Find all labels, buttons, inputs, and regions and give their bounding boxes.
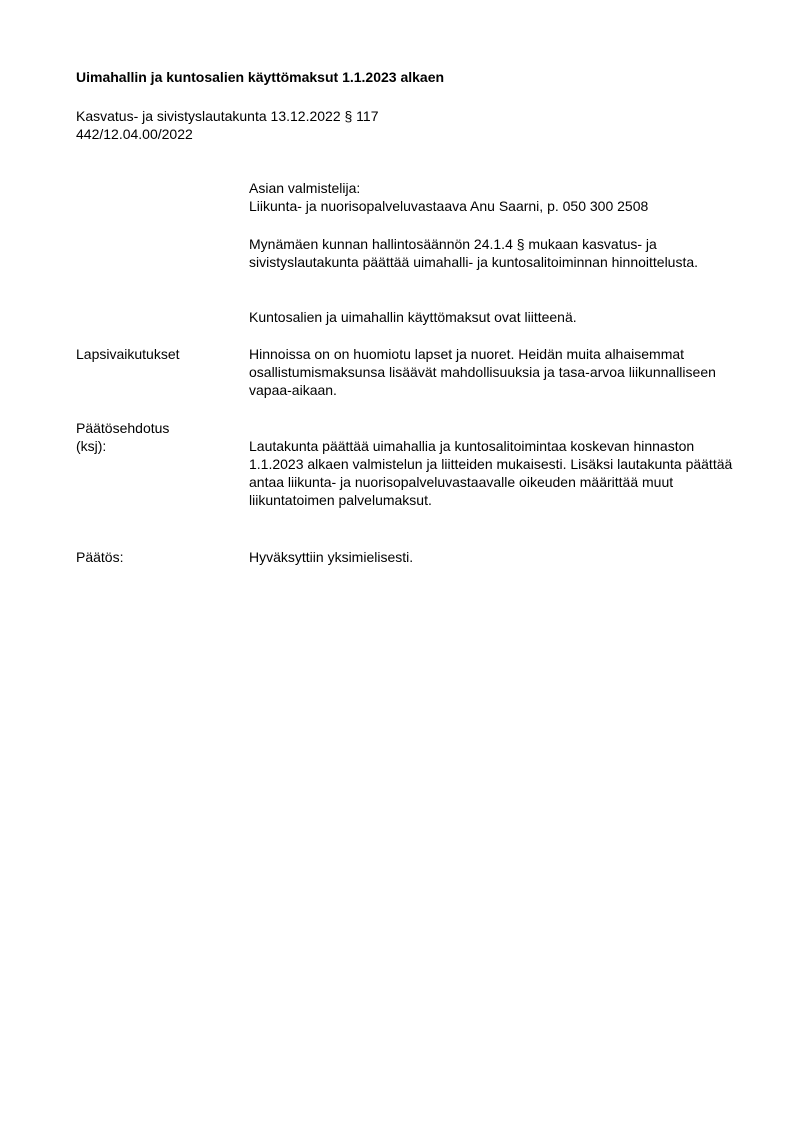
- preparer-person: Liikunta- ja nuorisopalveluvastaava Anu Saarni, p. 050 300 2508: [249, 198, 649, 214]
- child-impact-text: Hinnoissa on on huomiotu lapset ja nuoret. Heidän muita alhaisemmat osallistumismaksunsa lisäävät mahdollisuuksia ja tasa-arvoa liikunnalliseen vapaa-aikaan.: [249, 346, 716, 398]
- background-paragraph-1: Mynämäen kunnan hallintosäännön 24.1.4 § mukaan kasvatus- ja sivistyslautakunta päättää uimahalli- ja kuntosalitoiminnan hinnoittelusta.: [249, 236, 699, 270]
- proposal-label-line1: Päätösehdotus: [76, 420, 170, 436]
- meeting-reference: Kasvatus- ja sivistyslautakunta 13.12.2022 § 117: [76, 108, 379, 124]
- decision-label: Päätös:: [76, 549, 124, 565]
- document-title: Uimahallin ja kuntosalien käyttömaksut 1.1.2023 alkaen: [76, 69, 445, 85]
- proposal-text: Lautakunta päättää uimahallia ja kuntosalitoimintaa koskevan hinnaston 1.1.2023 alkaen valmistelun ja liitteiden mukaisesti. Lisäksi lautakunta päättää antaa liikunta- ja nuorisopalveluvastaavalle oikeuden määrittää muut liikuntatoimen palvelumaksut.: [249, 438, 733, 508]
- proposal-label-line2: (ksj):: [76, 438, 107, 454]
- record-number: 442/12.04.00/2022: [76, 126, 193, 142]
- decision-text: Hyväksyttiin yksimielisesti.: [249, 549, 414, 565]
- child-impact-label: Lapsivaikutukset: [76, 346, 180, 362]
- background-paragraph-2: Kuntosalien ja uimahallin käyttömaksut ovat liitteenä.: [249, 309, 577, 325]
- preparer-label: Asian valmistelija:: [249, 180, 361, 196]
- proposal-label: [76, 419, 246, 455]
- meeting-info: [76, 107, 576, 143]
